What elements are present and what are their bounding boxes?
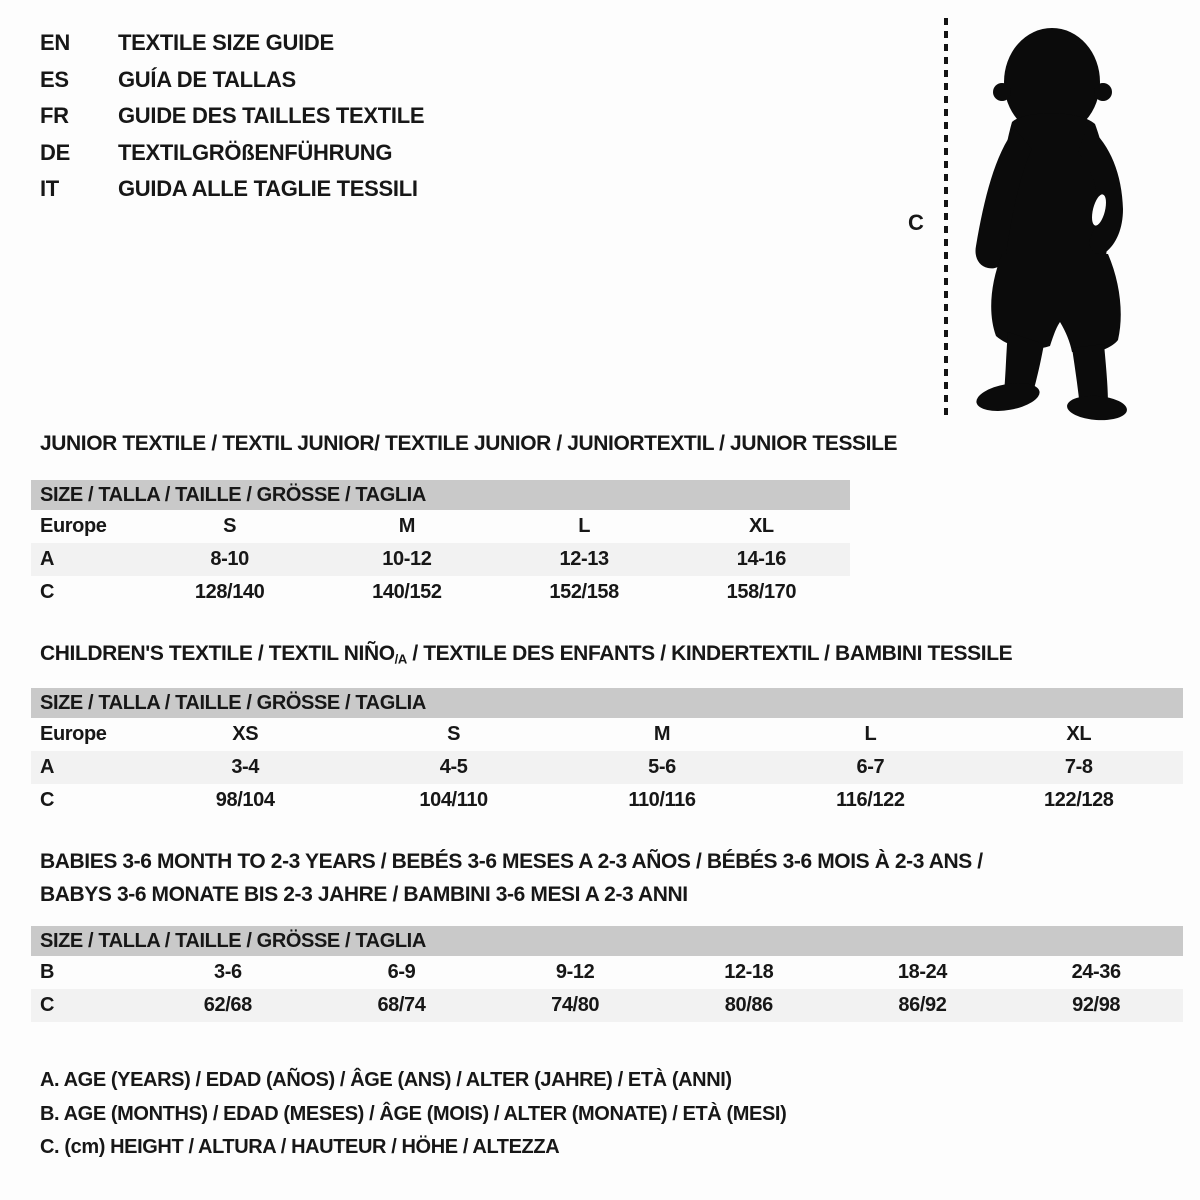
language-title: GUIDA ALLE TAGLIE TESSILI — [118, 176, 418, 202]
row-label: B — [40, 961, 55, 983]
size-cell: L — [578, 515, 591, 537]
table-row — [31, 576, 850, 609]
height-cell: 128/140 — [194, 581, 265, 603]
size-cell: L — [864, 723, 877, 745]
height-cell: 80/86 — [724, 994, 773, 1016]
size-cell: S — [447, 723, 461, 745]
children-title-pre: CHILDREN'S TEXTILE / TEXTIL NIÑO — [40, 642, 395, 665]
age-cell: 8-10 — [210, 548, 249, 570]
age-cell: 12-18 — [724, 961, 774, 983]
row-label: Europe — [40, 515, 107, 537]
children-size-header: SIZE / TALLA / TAILLE / GRÖSSE / TAGLIA — [31, 688, 1183, 718]
language-row-fr — [40, 103, 424, 140]
height-cell: 86/92 — [898, 994, 947, 1016]
babies-title-line1: BABIES 3-6 MONTH TO 2-3 YEARS / BEBÉS 3-6 MESES A 2-3 AÑOS / BÉBÉS 3-6 MOIS À 2-3 ANS / — [40, 850, 983, 873]
height-cell: 152/158 — [549, 581, 619, 603]
table-row — [31, 989, 1183, 1022]
height-cell: 122/128 — [1044, 789, 1114, 811]
children-size-table — [31, 688, 1183, 817]
row-label: Europe — [40, 723, 107, 745]
height-cell: 110/116 — [628, 789, 696, 811]
table-row — [31, 956, 1183, 989]
height-cell: 92/98 — [1072, 994, 1121, 1016]
language-title: GUIDE DES TAILLES TEXTILE — [118, 103, 425, 129]
age-cell: 7-8 — [1064, 756, 1093, 778]
size-cell: S — [223, 515, 237, 537]
size-cell: XS — [232, 723, 259, 745]
height-cell: 62/68 — [203, 994, 252, 1016]
height-cell: 68/74 — [377, 994, 426, 1016]
row-label: C — [40, 789, 55, 811]
language-row-en — [40, 30, 424, 67]
age-cell: 6-9 — [387, 961, 416, 983]
age-cell: 14-16 — [736, 548, 786, 570]
age-cell: 12-13 — [559, 548, 609, 570]
row-label: C — [40, 581, 55, 603]
babies-size-table — [31, 926, 1183, 1022]
row-label: A — [40, 756, 55, 778]
table-row — [31, 751, 1183, 784]
height-cell: 104/110 — [419, 789, 488, 811]
age-cell: 9-12 — [555, 961, 595, 983]
age-cell: 6-7 — [856, 756, 885, 778]
baby-silhouette-icon — [960, 14, 1150, 424]
height-cell: 158/170 — [726, 581, 797, 603]
size-cell: M — [398, 515, 415, 537]
legend-line-age-years: A. AGE (YEARS) / EDAD (AÑOS) / ÂGE (ANS) / ALTER (JAHRE) / ETÀ (ANNI) — [40, 1069, 732, 1091]
table-row — [31, 543, 850, 576]
height-cell: 116/122 — [836, 789, 905, 811]
size-cell: XL — [748, 515, 774, 537]
height-cell: 74/80 — [551, 994, 600, 1016]
table-row — [31, 718, 1183, 751]
language-title: TEXTILGRÖßENFÜHRUNG — [118, 139, 393, 165]
language-code: FR — [40, 103, 69, 129]
height-cell: 140/152 — [372, 581, 442, 603]
table-row — [31, 784, 1183, 817]
language-row-es — [40, 67, 424, 104]
size-cell: XL — [1066, 723, 1092, 745]
age-cell: 3-4 — [231, 756, 260, 778]
children-section-title — [40, 642, 1012, 667]
babies-title-line2: BABYS 3-6 MONATE BIS 2-3 JAHRE / BAMBINI 3-6 MESI A 2-3 ANNI — [40, 883, 688, 906]
height-measure-label: C — [908, 210, 924, 235]
junior-size-header: SIZE / TALLA / TAILLE / GRÖSSE / TAGLIA — [31, 480, 850, 510]
height-cell: 98/104 — [215, 789, 275, 811]
age-cell: 10-12 — [382, 548, 432, 570]
table-row — [31, 510, 850, 543]
row-label: C — [40, 994, 55, 1016]
age-cell: 4-5 — [439, 756, 468, 778]
language-code: IT — [40, 176, 59, 202]
language-code: ES — [40, 66, 69, 92]
language-code: DE — [40, 139, 70, 165]
legend-line-height: C. (cm) HEIGHT / ALTURA / HAUTEUR / HÖHE / ALTEZZA — [40, 1136, 560, 1158]
height-dashed-line — [944, 18, 948, 418]
junior-section-title: JUNIOR TEXTILE / TEXTIL JUNIOR/ TEXTILE JUNIOR / JUNIORTEXTIL / JUNIOR TESSILE — [40, 432, 898, 455]
measure-legend — [40, 1064, 786, 1165]
age-cell: 24-36 — [1071, 961, 1121, 983]
language-title: TEXTILE SIZE GUIDE — [118, 30, 334, 55]
language-row-de — [40, 140, 424, 177]
legend-line-age-months: B. AGE (MONTHS) / EDAD (MESES) / ÂGE (MOIS) / ALTER (MONATE) / ETÀ (MESI) — [40, 1102, 787, 1125]
language-title: GUÍA DE TALLAS — [118, 66, 296, 92]
junior-size-table — [31, 480, 850, 609]
language-title-list — [40, 30, 424, 213]
age-cell: 18-24 — [897, 961, 948, 983]
babies-size-header: SIZE / TALLA / TAILLE / GRÖSSE / TAGLIA — [31, 926, 1183, 956]
height-figure — [900, 14, 1170, 426]
language-row-it — [40, 176, 424, 213]
age-cell: 3-6 — [213, 961, 242, 983]
size-cell: M — [653, 723, 671, 745]
language-code: EN — [40, 30, 70, 55]
age-cell: 5-6 — [648, 756, 676, 778]
children-title-post: / TEXTILE DES ENFANTS / KINDERTEXTIL / BAMBINI TESSILE — [406, 642, 1013, 665]
children-title-subscript: /A — [394, 651, 407, 667]
babies-section-title — [40, 845, 983, 911]
row-label: A — [40, 548, 55, 570]
